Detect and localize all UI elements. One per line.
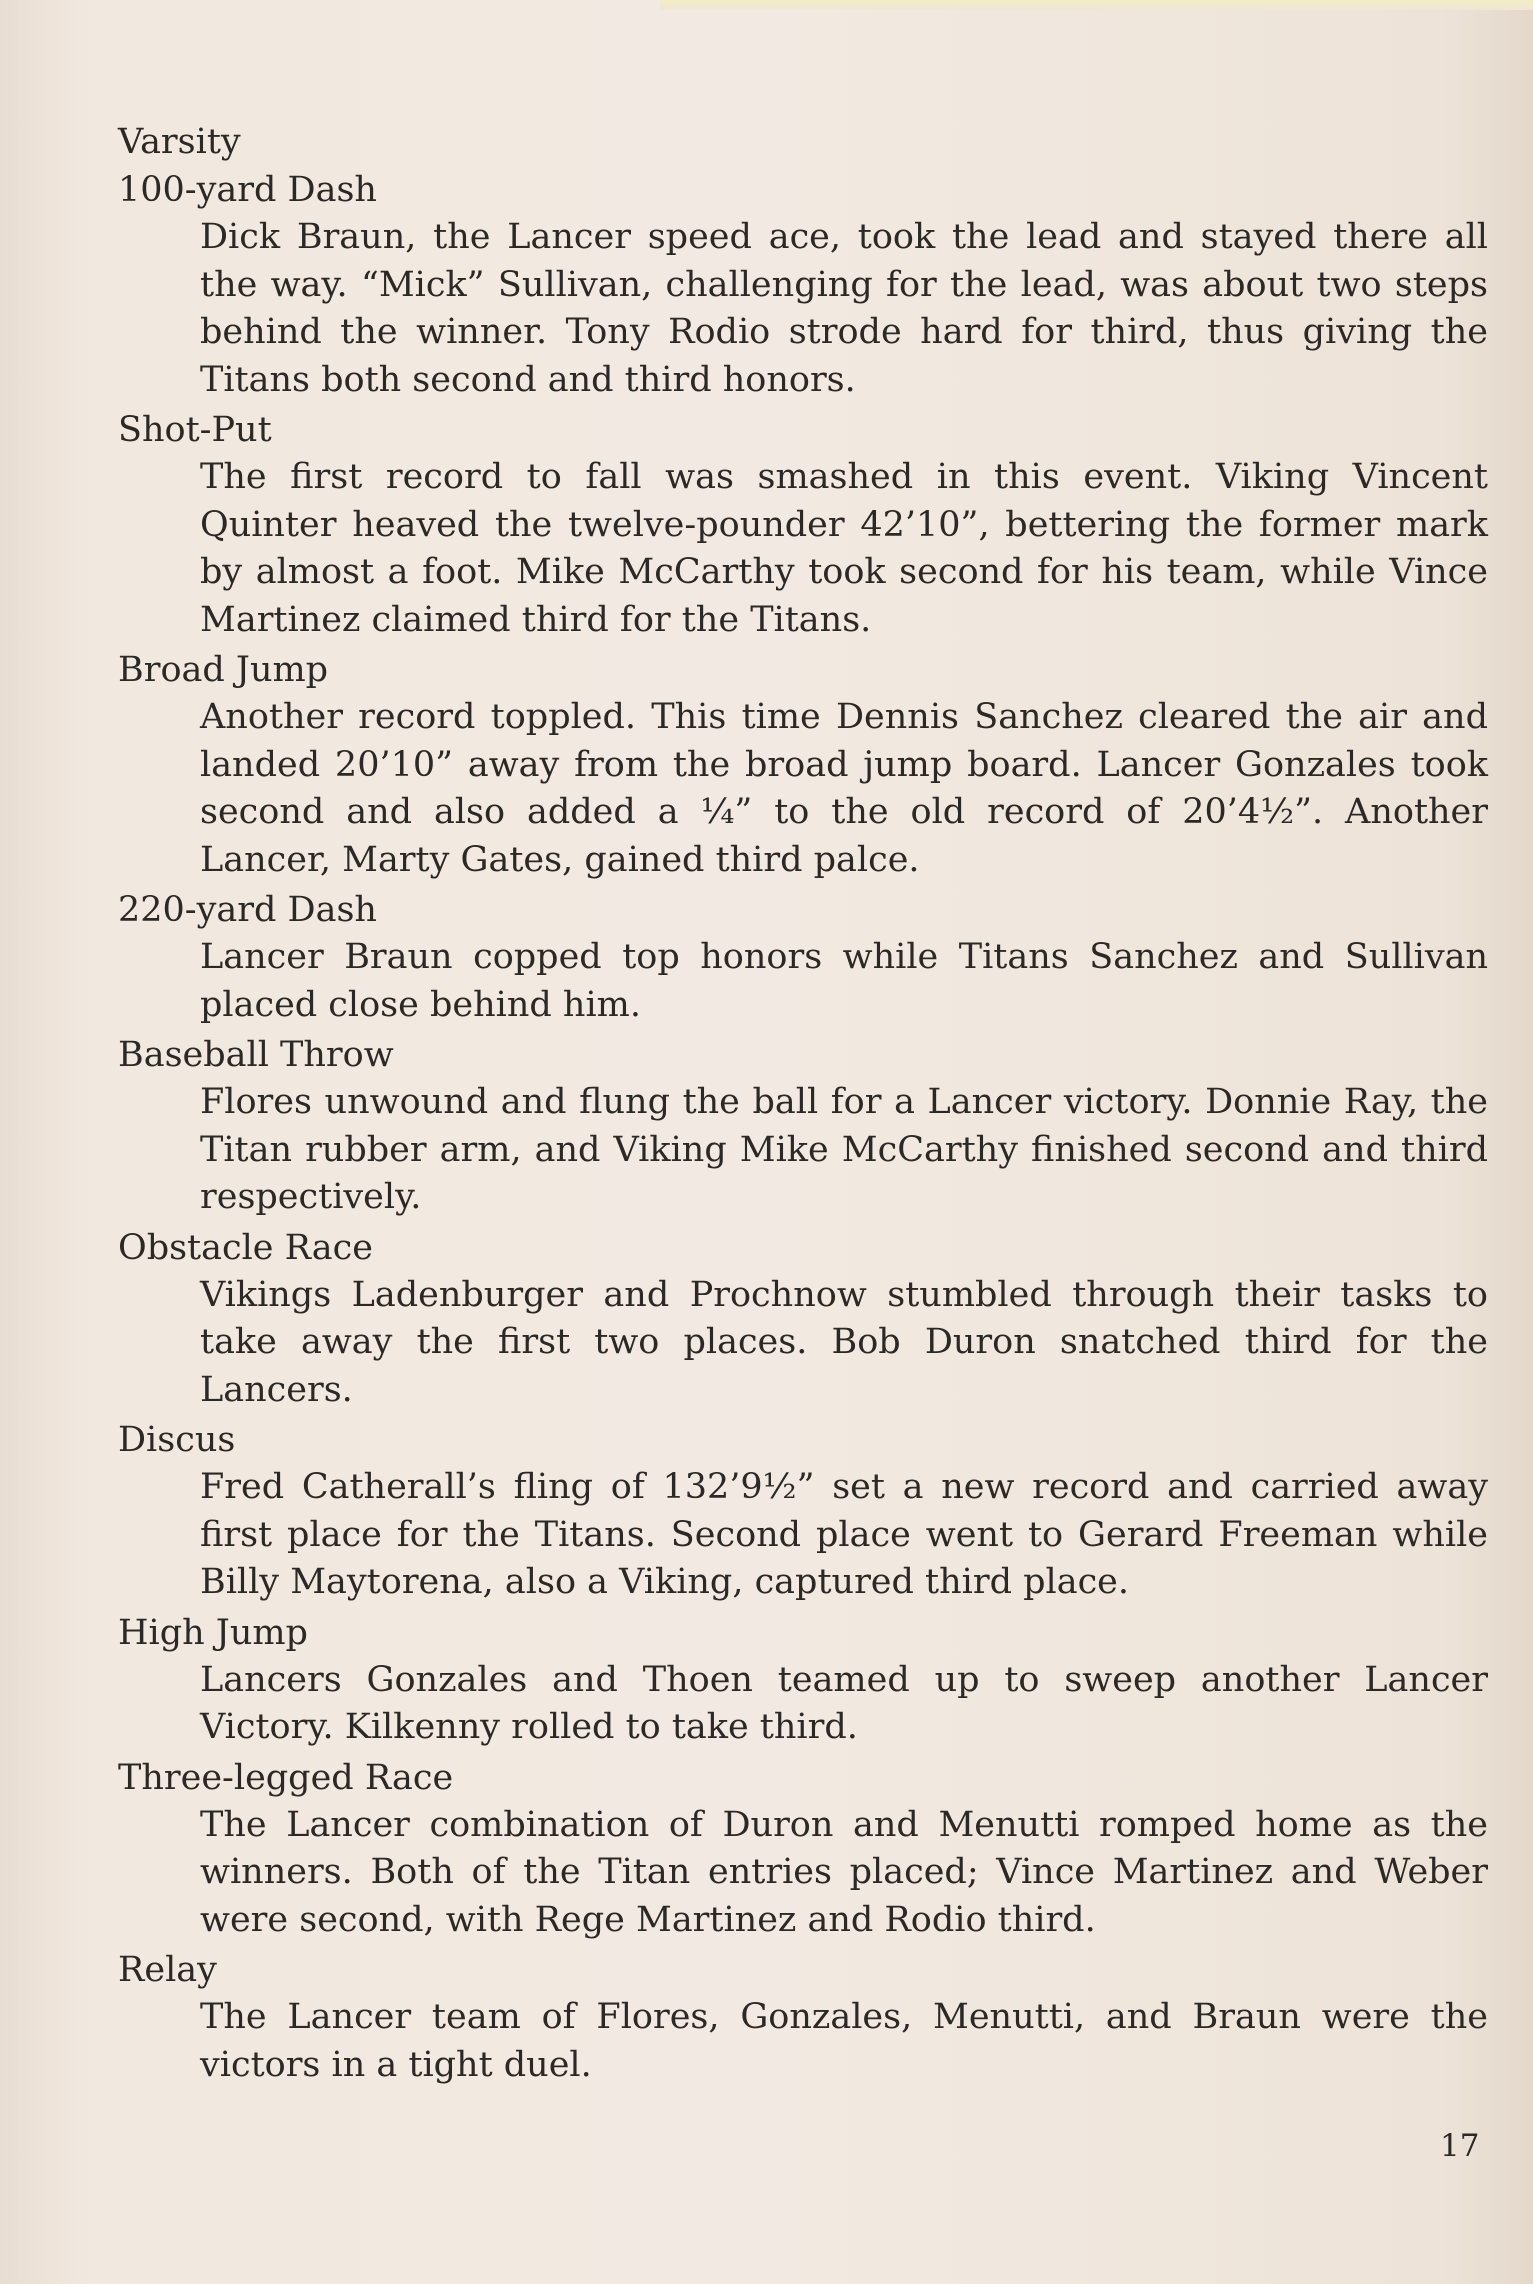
event-description: Lancers Gonzales and Thoen teamed up to sweep another Lancer Victory. Kilkenny rolled to take third. [200,1659,1488,1747]
event-description: The first record to fall was smashed in this event. Viking Vincent Quinter heaved the twelve-pounder 42’10”, bettering the former mark by almost a foot. Mike McCarthy took second for his team, while Vince Martinez claimed third for the Titans. [200,457,1488,640]
page-number: 17 [1440,2128,1480,2164]
event-heading: Broad Jump [118,650,329,690]
event-description: Dick Braun, the Lancer speed ace, took the lead and stayed there all the way. “Mick” Sullivan, challenging for the lead, was about two steps behind the winner. Tony Rodio strode hard for third, thus giving the Titans both second and third honors. [200,217,1488,400]
event-description: The Lancer combination of Duron and Menutti romped home as the winners. Both of the Titan entries placed; Vince Martinez and Weber were second, with Rege Martinez and Rodio third. [200,1804,1488,1940]
section-heading: Varsity [118,122,241,162]
event-heading: 100-yard Dash [118,170,377,210]
event-heading: Relay [118,1950,217,1990]
document-body [118,118,1488,2091]
event-heading: Baseball Throw [118,1035,394,1075]
event-description: Flores unwound and flung the ball for a Lancer victory. Donnie Ray, the Titan rubber arm, and Viking Mike McCarthy finished second and third respectively. [200,1082,1488,1217]
event-heading: 220-yard Dash [118,890,377,930]
event-heading: High Jump [118,1612,308,1653]
event-description: Another record toppled. This time Dennis Sanchez cleared the air and landed 20’10” away from the broad jump board. Lancer Gonzales took second and also added a ¼” to the old record of 20’4½”. Another Lancer, Marty Gates, gained third palce. [200,697,1488,880]
event-description: Lancer Braun copped top honors while Titans Sanchez and Sullivan placed close behind him. [200,937,1488,1025]
event-heading: Shot-Put [118,410,272,450]
event-heading: Three-legged Race [118,1757,454,1798]
page-top-edge [660,0,1533,10]
event-description: Vikings Ladenburger and Prochnow stumbled through their tasks to take away the first two places. Bob Duron snatched third for the Lancers. [200,1274,1488,1410]
event-heading: Discus [118,1420,236,1460]
event-description: Fred Catherall’s fling of 132’9½” set a new record and carried away first place for the Titans. Second place went to Gerard Freeman while Billy Maytorena, also a Viking, captured third place. [200,1467,1488,1602]
event-description: The Lancer team of Flores, Gonzales, Menutti, and Braun were the victors in a tight duel. [200,1997,1488,2085]
event-heading: Obstacle Race [118,1227,373,1268]
